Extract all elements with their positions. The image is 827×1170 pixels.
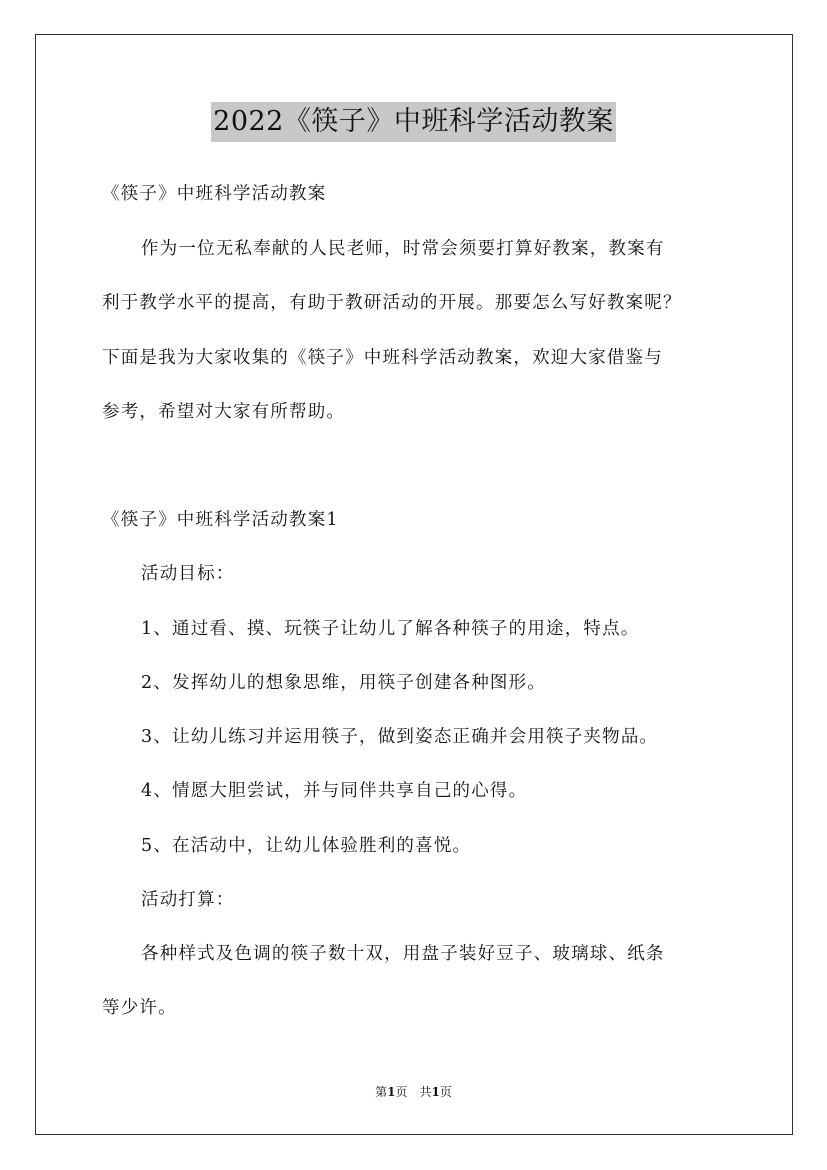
title-wrap [0, 102, 827, 142]
prep-line: 等少许。 [102, 998, 177, 1018]
goal-item: 1、通过看、摸、玩筷子让幼儿了解各种筷子的用途，特点。 [141, 619, 640, 639]
prep-label: 活动打算： [141, 890, 235, 910]
goal-item: 3、让幼儿练习并运用筷子，做到姿态正确并会用筷子夹物品。 [141, 727, 659, 747]
goal-item: 2、发挥幼儿的想象思维，用筷子创建各种图形。 [141, 673, 547, 693]
goal-item: 4、情愿大胆尝试，并与同伴共享自己的心得。 [141, 781, 528, 801]
page-footer [0, 1084, 827, 1100]
intro-line: 下面是我为大家收集的《筷子》中班科学活动教案，欢迎大家借鉴与 [102, 348, 663, 368]
footer-total-num: 1 [431, 1085, 440, 1099]
footer-page-suffix: 页 [395, 1085, 408, 1099]
subtitle: 《筷子》中班科学活动教案 [102, 184, 327, 204]
intro-line: 作为一位无私奉献的人民老师，时常会须要打算好教案，教案有 [141, 239, 665, 259]
footer-total-prefix: 共 [419, 1085, 432, 1099]
footer-page-prefix: 第 [375, 1085, 388, 1099]
section-heading: 《筷子》中班科学活动教案1 [102, 510, 339, 530]
prep-line: 各种样式及色调的筷子数十双，用盘子装好豆子、玻璃球、纸条 [141, 944, 665, 964]
page-title: 2022《筷子》中班科学活动教案 [211, 102, 616, 142]
intro-line: 利于教学水平的提高，有助于教研活动的开展。那要怎么写好教案呢？ [102, 293, 682, 313]
footer-total-suffix: 页 [439, 1085, 452, 1099]
goals-label: 活动目标： [141, 564, 235, 584]
goal-item: 5、在活动中，让幼儿体验胜利的喜悦。 [141, 836, 472, 856]
intro-line: 参考，希望对大家有所帮助。 [102, 402, 346, 422]
footer-page-num: 1 [387, 1085, 396, 1099]
